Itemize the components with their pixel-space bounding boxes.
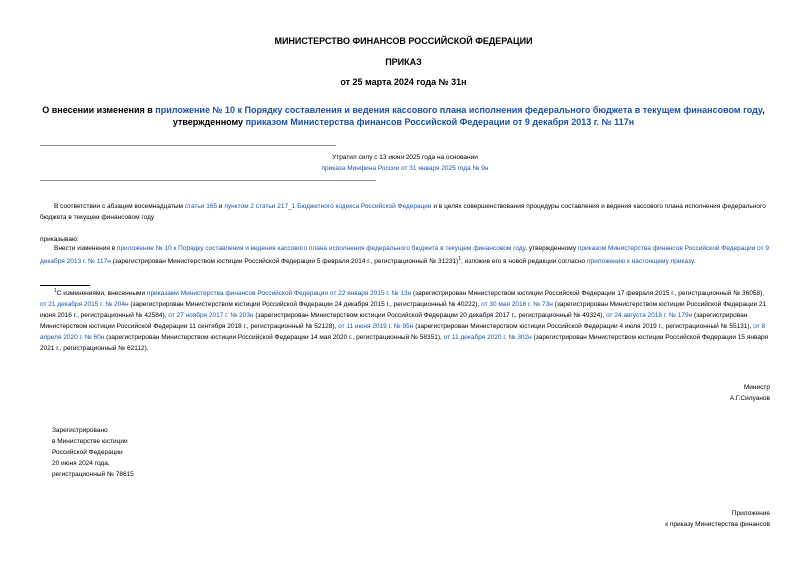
fn-text-b: (зарегистрирован Министерством юстиции Российской Федерации 17 февраля 2015 г., регистрационный № 36058), [411, 290, 765, 298]
p1-text-b: и [217, 203, 225, 210]
registration-block [52, 425, 252, 480]
fn-text-c: (зарегистрирован Министерством юстиции Российской Федерации 24 декабря 2015 г., регистрационный № 40222), [128, 301, 482, 309]
title-link-order[interactable]: приказом Министерства финансов Российской Федерации от 9 декабря 2013 г. № 117н [245, 117, 635, 127]
signature-block [600, 382, 770, 404]
registration-line-5: регистрационный № 78615 [52, 471, 134, 478]
p3-text-e: . [693, 258, 696, 266]
appendix-heading [560, 508, 770, 530]
link-article-165[interactable]: статьи 165 [184, 203, 218, 210]
paragraph-changes [40, 243, 770, 267]
p3-text-d: , изложив его в новой редакции согласно [461, 258, 587, 266]
p3-text-a: Внести изменения в [54, 245, 117, 252]
ministry-heading: МИНИСТЕРСТВО ФИНАНСОВ РОССИЙСКОЙ ФЕДЕРАЦИИ [274, 36, 533, 46]
footnote [40, 286, 770, 354]
lost-force-text: Утратил силу с 13 июня 2025 года на основании [332, 154, 478, 161]
link-order-117n[interactable]: приказом Министерства финансов Российской Федерации от 9 декабря 2013 г. № 117н [40, 245, 769, 266]
divider-bottom [40, 180, 376, 181]
document-date: от 25 марта 2024 года № 31н [340, 77, 467, 87]
fn-link-302n[interactable]: от 11 декабря 2020 г. № 302н [443, 334, 532, 342]
paragraph-order-word: приказываю: [40, 236, 79, 243]
link-article-217-1[interactable]: пунктом 2 статьи 217_1 Бюджетного кодекса Российской Федерации [224, 203, 432, 210]
fn-link-13n[interactable]: приказами Министерства финансов Российской Федерации от 22 января 2015 г. № 13н [146, 290, 412, 298]
signer-position: Министр [743, 384, 770, 391]
fn-text-h: (зарегистрирован Министерством юстиции Российской Федерации 14 мая 2020 г., регистрационный № 58351), [104, 334, 444, 342]
link-appendix-10[interactable]: приложение № 10 к Порядку составления и ведения кассового плана исполнения федерального бюджета в текущем финансовом году [116, 245, 526, 252]
p3-text-c: (зарегистрирован Министерством юстиции Российской Федерации 5 февраля 2014 г., регистрационный № 31231) [110, 258, 459, 266]
fn-link-73n[interactable]: от 30 мая 2016 г. № 73н [481, 301, 553, 309]
registration-line-1: Зарегистрировано [52, 427, 108, 434]
fn-text-a: С изменениями, внесенными [56, 290, 147, 298]
fn-text-d: (зарегистрирован Министерством юстиции Российской Федерации 21 июня 2016 г., регистрационный № 42584), [40, 301, 767, 320]
document-type: ПРИКАЗ [385, 57, 422, 67]
fn-link-95n[interactable]: от 11 июня 2019 г. № 95н [338, 323, 414, 331]
p1-text-a: В соответствии с абзацем восемнадцатым [54, 203, 185, 210]
fn-text-i: (зарегистрирован Министерством юстиции Российской Федерации 15 января 2021 г., регистрационный № 62112). [40, 334, 769, 353]
footnote-mark: 1 [54, 288, 57, 294]
fn-link-203n[interactable]: от 27 ноября 2017 г. № 203н [168, 312, 254, 320]
paragraph-basis [40, 201, 770, 223]
lost-force-link[interactable]: приказа Минфина России от 31 января 2025 года № 9н [321, 165, 489, 172]
fn-text-f: (зарегистрирован Министерством юстиции Российской Федерации 11 сентября 2018 г., регистрационный № 52128), [40, 312, 748, 331]
registration-line-2: в Министерстве юстиции [52, 438, 128, 445]
title-prefix: О внесении изменения в [42, 105, 156, 115]
fn-text-g: (зарегистрирован Министерством юстиции Российской Федерации 4 июля 2019 г., регистрационный № 55131), [413, 323, 754, 331]
fn-link-60n[interactable]: от 8 апреля 2020 г. № 60н [40, 323, 766, 342]
title-link-appendix[interactable]: приложение № 10 к Порядку составления и ведения кассового плана исполнения федерального бюджета в текущем финансовом году [155, 105, 763, 115]
signer-name: А.Г.Силуанов [729, 395, 770, 402]
footnote-ref[interactable]: 1 [458, 256, 462, 262]
registration-line-4: 20 июня 2024 года, [52, 460, 110, 467]
p1-text-c: и в целях совершенствования процедуры составления и ведения кассового плана исполнения федерального бюджета в текущем финансовом году [40, 203, 766, 221]
fn-text-e: (зарегистрирован Министерством юстиции Российской Федерации 20 декабря 2017 г., регистрационный № 49324), [253, 312, 607, 320]
lost-force-note [280, 152, 530, 174]
link-appendix-to-order[interactable]: приложению к настоящему приказу [586, 258, 694, 266]
fn-link-204n[interactable]: от 21 декабря 2015 г. № 204н [40, 301, 129, 309]
appendix-line-1: Приложение [731, 510, 770, 517]
document-title [30, 104, 777, 128]
appendix-line-2: к приказу Министерства финансов [665, 521, 770, 528]
title-middle: , утвержденному [172, 105, 765, 127]
fn-link-179n[interactable]: от 24 августа 2018 г. № 179н [606, 312, 693, 320]
p3-text-b: , утвержденному [525, 245, 578, 252]
divider-top [40, 145, 336, 146]
registration-line-3: Российской Федерации [52, 449, 123, 456]
